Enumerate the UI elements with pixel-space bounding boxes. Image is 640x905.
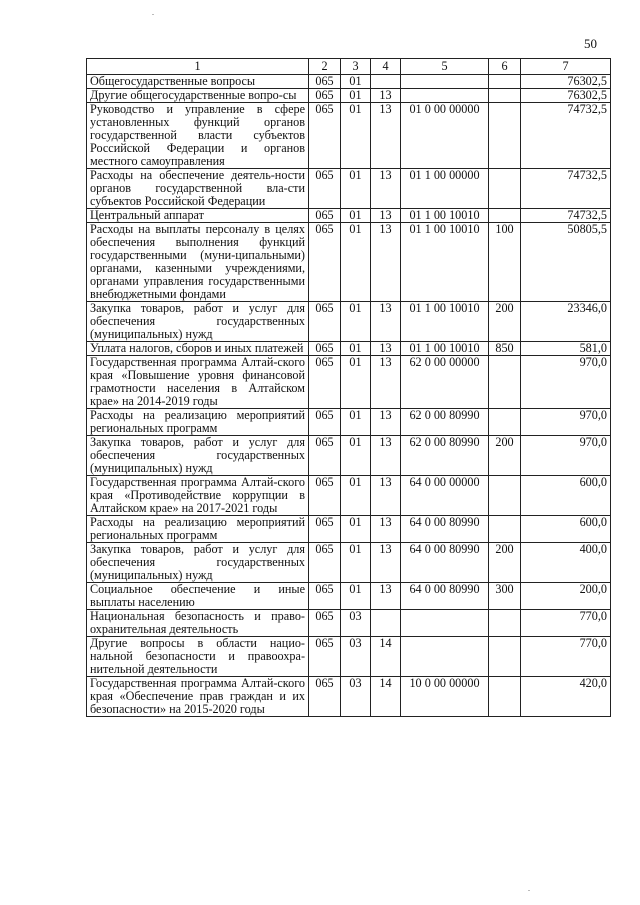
table-row [87,356,611,409]
amount-cell: 770,0 [521,610,611,637]
table-row [87,476,611,516]
target-article-cell: 62 0 00 80990 [401,436,489,476]
section-code-cell: 01 [341,583,371,610]
target-article-cell: 64 0 00 80990 [401,543,489,583]
ministry-code-cell: 065 [309,583,341,610]
table-row [87,677,611,717]
table-row [87,543,611,583]
section-code-cell: 01 [341,543,371,583]
ministry-code-cell: 065 [309,610,341,637]
column-header: 5 [401,59,489,75]
table-row [87,610,611,637]
section-code-cell: 01 [341,169,371,209]
expense-type-cell [489,677,521,717]
expense-type-cell [489,89,521,103]
expense-type-cell [489,637,521,677]
subsection-code-cell: 13 [371,302,401,342]
section-code-cell: 01 [341,302,371,342]
row-name-cell: Государственная программа Алтай-ского края «Противодействие коррупции в Алтайском крае» на 2017-2021 годы [87,476,309,516]
subsection-code-cell: 13 [371,409,401,436]
row-name-cell: Руководство и управление в сфере установленных функций органов государственной власти субъектов Российской Федерации и органов местного самоуправления [87,103,309,169]
expense-type-cell: 200 [489,543,521,583]
expense-type-cell: 850 [489,342,521,356]
section-code-cell: 01 [341,409,371,436]
table-row [87,516,611,543]
expense-type-cell: 100 [489,223,521,302]
table-row [87,637,611,677]
amount-cell: 970,0 [521,409,611,436]
expense-type-cell: 300 [489,583,521,610]
table-row [87,409,611,436]
ministry-code-cell: 065 [309,209,341,223]
ministry-code-cell: 065 [309,476,341,516]
subsection-code-cell: 13 [371,583,401,610]
subsection-code-cell: 13 [371,476,401,516]
table-row [87,302,611,342]
column-header: 6 [489,59,521,75]
expense-type-cell [489,409,521,436]
table-row [87,209,611,223]
column-header: 1 [87,59,309,75]
ministry-code-cell: 065 [309,103,341,169]
subsection-code-cell: 13 [371,209,401,223]
section-code-cell: 01 [341,516,371,543]
ministry-code-cell: 065 [309,637,341,677]
expense-type-cell [489,75,521,89]
target-article-cell: 64 0 00 00000 [401,476,489,516]
target-article-cell: 01 1 00 10010 [401,302,489,342]
ministry-code-cell: 065 [309,302,341,342]
expense-type-cell: 200 [489,436,521,476]
row-name-cell: Государственная программа Алтай-ского края «Обеспечение прав граждан и их безопасности» на 2015-2020 годы [87,677,309,717]
section-code-cell: 01 [341,342,371,356]
table-row [87,103,611,169]
expense-type-cell [489,610,521,637]
column-header: 4 [371,59,401,75]
ministry-code-cell: 065 [309,89,341,103]
amount-cell: 50805,5 [521,223,611,302]
budget-table [86,58,611,717]
row-name-cell: Расходы на обеспечение деятель-ности органов государственной вла-сти субъектов Российской Федерации [87,169,309,209]
table-row [87,342,611,356]
amount-cell: 420,0 [521,677,611,717]
ministry-code-cell: 065 [309,543,341,583]
amount-cell: 600,0 [521,516,611,543]
table-row [87,223,611,302]
subsection-code-cell: 13 [371,356,401,409]
expense-type-cell [489,103,521,169]
scan-speck [152,14,154,15]
ministry-code-cell: 065 [309,75,341,89]
expense-type-cell [489,516,521,543]
amount-cell: 200,0 [521,583,611,610]
target-article-cell [401,89,489,103]
subsection-code-cell: 13 [371,169,401,209]
row-name-cell: Центральный аппарат [87,209,309,223]
section-code-cell: 01 [341,223,371,302]
ministry-code-cell: 065 [309,409,341,436]
amount-cell: 581,0 [521,342,611,356]
section-code-cell: 01 [341,356,371,409]
amount-cell: 970,0 [521,436,611,476]
ministry-code-cell: 065 [309,356,341,409]
target-article-cell [401,75,489,89]
ministry-code-cell: 065 [309,436,341,476]
ministry-code-cell: 065 [309,169,341,209]
row-name-cell: Закупка товаров, работ и услуг для обеспечения государственных (муниципальных) нужд [87,436,309,476]
amount-cell: 600,0 [521,476,611,516]
section-code-cell: 01 [341,476,371,516]
amount-cell: 76302,5 [521,75,611,89]
subsection-code-cell: 13 [371,103,401,169]
column-header: 7 [521,59,611,75]
expense-type-cell [489,476,521,516]
amount-cell: 76302,5 [521,89,611,103]
column-header: 2 [309,59,341,75]
target-article-cell [401,610,489,637]
amount-cell: 970,0 [521,356,611,409]
section-code-cell: 01 [341,103,371,169]
section-code-cell: 01 [341,75,371,89]
table-row [87,89,611,103]
ministry-code-cell: 065 [309,677,341,717]
row-name-cell: Закупка товаров, работ и услуг для обеспечения государственных (муниципальных) нужд [87,543,309,583]
target-article-cell: 01 1 00 10010 [401,209,489,223]
subsection-code-cell: 13 [371,436,401,476]
row-name-cell: Расходы на выплаты персоналу в целях обеспечения выполнения функций государственными (муни-ципальными) органами, казенными учреждениями, органами управления государственными внебюджетными фондами [87,223,309,302]
table-row [87,169,611,209]
table-body [87,75,611,717]
table-header [87,59,611,75]
row-name-cell: Социальное обеспечение и иные выплаты населению [87,583,309,610]
section-code-cell: 03 [341,610,371,637]
section-code-cell: 03 [341,637,371,677]
page-number: 50 [584,36,597,51]
row-name-cell: Уплата налогов, сборов и иных платежей [87,342,309,356]
subsection-code-cell: 13 [371,543,401,583]
amount-cell: 23346,0 [521,302,611,342]
target-article-cell [401,637,489,677]
subsection-code-cell: 13 [371,223,401,302]
target-article-cell: 01 1 00 00000 [401,169,489,209]
row-name-cell: Государственная программа Алтай-ского края «Повышение уровня финансовой грамотности населения в Алтайском крае» на 2014-2019 годы [87,356,309,409]
amount-cell: 400,0 [521,543,611,583]
table-row [87,436,611,476]
target-article-cell: 62 0 00 80990 [401,409,489,436]
subsection-code-cell: 14 [371,637,401,677]
ministry-code-cell: 065 [309,516,341,543]
subsection-code-cell [371,610,401,637]
target-article-cell: 01 1 00 10010 [401,342,489,356]
amount-cell: 74732,5 [521,209,611,223]
expense-type-cell [489,169,521,209]
target-article-cell: 10 0 00 00000 [401,677,489,717]
target-article-cell: 64 0 00 80990 [401,583,489,610]
expense-type-cell [489,356,521,409]
ministry-code-cell: 065 [309,342,341,356]
scan-speck [528,890,530,891]
target-article-cell: 64 0 00 80990 [401,516,489,543]
amount-cell: 770,0 [521,637,611,677]
section-code-cell: 03 [341,677,371,717]
subsection-code-cell: 13 [371,89,401,103]
amount-cell: 74732,5 [521,103,611,169]
target-article-cell: 01 1 00 10010 [401,223,489,302]
expense-type-cell [489,209,521,223]
amount-cell: 74732,5 [521,169,611,209]
subsection-code-cell: 13 [371,342,401,356]
target-article-cell: 62 0 00 00000 [401,356,489,409]
row-name-cell: Национальная безопасность и право-охранительная деятельность [87,610,309,637]
section-code-cell: 01 [341,209,371,223]
row-name-cell: Другие вопросы в области нацио-нальной безопасности и правоохра-нительной деятельности [87,637,309,677]
section-code-cell: 01 [341,436,371,476]
column-header: 3 [341,59,371,75]
row-name-cell: Расходы на реализацию мероприятий региональных программ [87,516,309,543]
row-name-cell: Общегосударственные вопросы [87,75,309,89]
header-row [87,59,611,75]
row-name-cell: Закупка товаров, работ и услуг для обеспечения государственных (муниципальных) нужд [87,302,309,342]
row-name-cell: Другие общегосударственные вопро-сы [87,89,309,103]
row-name-cell: Расходы на реализацию мероприятий региональных программ [87,409,309,436]
expense-type-cell: 200 [489,302,521,342]
subsection-code-cell: 14 [371,677,401,717]
table-row [87,583,611,610]
subsection-code-cell: 13 [371,516,401,543]
target-article-cell: 01 0 00 00000 [401,103,489,169]
ministry-code-cell: 065 [309,223,341,302]
subsection-code-cell [371,75,401,89]
section-code-cell: 01 [341,89,371,103]
table-row [87,75,611,89]
